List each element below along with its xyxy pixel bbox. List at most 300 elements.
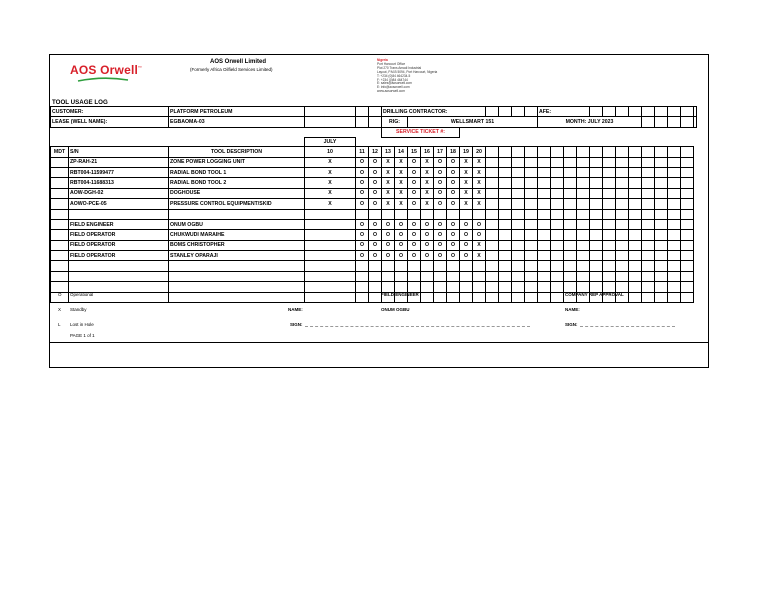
empty-cell bbox=[564, 127, 577, 137]
status-mark: O bbox=[369, 251, 382, 261]
empty-cell bbox=[460, 271, 473, 281]
status-mark: O bbox=[369, 219, 382, 229]
empty-cell bbox=[668, 138, 681, 147]
empty-cell bbox=[564, 261, 577, 271]
status-mark: O bbox=[356, 167, 369, 177]
former-name: (Formerly Africa Oilfield Services Limited) bbox=[190, 67, 273, 72]
address-line: Plot 270 Trans Amadi Industrial bbox=[377, 65, 422, 70]
status-mark: X bbox=[382, 199, 395, 209]
empty-cell bbox=[551, 292, 564, 302]
status-mark: O bbox=[434, 219, 447, 229]
empty-cell bbox=[577, 251, 590, 261]
empty-cell bbox=[512, 219, 525, 229]
empty-cell bbox=[305, 127, 356, 137]
afe-label: AFE: bbox=[538, 107, 590, 117]
status-mark: O bbox=[447, 178, 460, 188]
day-header: 19 bbox=[460, 147, 473, 157]
empty-cell bbox=[642, 188, 655, 198]
empty-cell bbox=[551, 127, 564, 137]
empty-cell bbox=[577, 230, 590, 240]
empty-cell bbox=[525, 107, 538, 117]
empty-cell bbox=[369, 117, 382, 127]
status-mark: X bbox=[460, 167, 473, 177]
personnel-role: FIELD OPERATOR bbox=[69, 240, 169, 250]
status-mark: X bbox=[460, 199, 473, 209]
empty-cell bbox=[577, 271, 590, 281]
empty-cell bbox=[668, 167, 681, 177]
empty-cell bbox=[169, 282, 305, 292]
empty-cell bbox=[629, 178, 642, 188]
empty-cell bbox=[616, 271, 629, 281]
logo-swoosh-icon bbox=[77, 77, 129, 83]
mdt-cell bbox=[51, 178, 69, 188]
empty-cell bbox=[642, 240, 655, 250]
empty-cell bbox=[629, 138, 642, 147]
status-mark: X bbox=[382, 188, 395, 198]
empty-cell bbox=[525, 167, 538, 177]
mdt-cell bbox=[51, 188, 69, 198]
status-mark: O bbox=[421, 219, 434, 229]
empty-cell bbox=[51, 127, 69, 137]
empty-cell bbox=[681, 167, 694, 177]
empty-cell bbox=[434, 282, 447, 292]
empty-cell bbox=[616, 230, 629, 240]
empty-cell bbox=[564, 138, 577, 147]
empty-cell bbox=[538, 209, 551, 219]
empty-cell bbox=[460, 209, 473, 219]
engineer-sign-line bbox=[305, 326, 530, 327]
empty-cell bbox=[369, 209, 382, 219]
empty-cell bbox=[486, 188, 499, 198]
empty-cell bbox=[551, 271, 564, 281]
empty-cell bbox=[525, 240, 538, 250]
empty-cell bbox=[486, 271, 499, 281]
status-mark: O bbox=[408, 240, 421, 250]
empty-cell bbox=[486, 251, 499, 261]
empty-cell bbox=[551, 167, 564, 177]
rep-sign-label: SIGN: bbox=[565, 322, 578, 327]
empty-cell bbox=[460, 282, 473, 292]
empty-cell bbox=[356, 127, 369, 137]
empty-cell bbox=[473, 292, 486, 302]
empty-cell bbox=[486, 138, 499, 147]
empty-cell bbox=[642, 209, 655, 219]
empty-cell bbox=[512, 240, 525, 250]
empty-cell bbox=[668, 230, 681, 240]
empty-cell bbox=[447, 282, 460, 292]
legend-standby: Standby bbox=[70, 307, 87, 312]
tool-serial: AOWO-PCE-05 bbox=[69, 199, 169, 209]
empty-cell bbox=[616, 167, 629, 177]
empty-cell bbox=[590, 167, 603, 177]
empty-cell bbox=[577, 261, 590, 271]
empty-cell bbox=[564, 188, 577, 198]
empty-cell bbox=[590, 261, 603, 271]
status-mark: X bbox=[305, 167, 356, 177]
status-mark: X bbox=[473, 157, 486, 167]
status-mark: X bbox=[460, 178, 473, 188]
status-mark: X bbox=[382, 178, 395, 188]
empty-cell bbox=[668, 261, 681, 271]
blank-row bbox=[51, 282, 697, 292]
empty-cell bbox=[551, 178, 564, 188]
empty-cell bbox=[305, 209, 356, 219]
empty-cell bbox=[616, 261, 629, 271]
empty-cell bbox=[486, 292, 499, 302]
days-header-row bbox=[51, 147, 697, 157]
empty-cell bbox=[629, 188, 642, 198]
empty-cell bbox=[642, 127, 655, 137]
empty-cell bbox=[655, 167, 668, 177]
empty-cell bbox=[590, 178, 603, 188]
empty-cell bbox=[538, 230, 551, 240]
empty-cell bbox=[305, 292, 356, 302]
empty-cell bbox=[551, 219, 564, 229]
status-mark: O bbox=[408, 157, 421, 167]
empty-cell bbox=[642, 157, 655, 167]
status-mark: O bbox=[421, 240, 434, 250]
personnel-role: FIELD OPERATOR bbox=[69, 251, 169, 261]
empty-cell bbox=[421, 209, 434, 219]
empty-cell bbox=[668, 219, 681, 229]
status-mark: X bbox=[305, 178, 356, 188]
mdt-cell bbox=[51, 167, 69, 177]
status-mark: X bbox=[473, 188, 486, 198]
status-mark: O bbox=[408, 188, 421, 198]
empty-cell bbox=[69, 271, 169, 281]
name-label: NAME: bbox=[288, 307, 303, 312]
tool-description: PRESSURE CONTROL EQUIPMENT/SKID bbox=[169, 199, 305, 209]
empty-cell bbox=[564, 230, 577, 240]
empty-cell bbox=[681, 199, 694, 209]
empty-cell bbox=[551, 147, 564, 157]
empty-cell bbox=[460, 138, 473, 147]
empty-cell bbox=[447, 292, 460, 302]
empty-cell bbox=[421, 271, 434, 281]
empty-cell bbox=[486, 167, 499, 177]
status-mark: O bbox=[447, 199, 460, 209]
status-mark: O bbox=[447, 251, 460, 261]
empty-cell bbox=[538, 157, 551, 167]
empty-cell bbox=[551, 138, 564, 147]
tool-description: RADIAL BOND TOOL 1 bbox=[169, 167, 305, 177]
empty-cell bbox=[408, 271, 421, 281]
company-logo: AOS Orwell™ bbox=[70, 63, 143, 77]
bottom-divider bbox=[50, 342, 708, 343]
empty-cell bbox=[629, 261, 642, 271]
address-line: Layout, P.M.B 5094, Port Harcourt, Nigeria bbox=[377, 69, 438, 74]
status-mark: O bbox=[395, 219, 408, 229]
empty-cell bbox=[512, 251, 525, 261]
tool-row bbox=[51, 157, 697, 167]
status-mark: O bbox=[369, 230, 382, 240]
empty-cell bbox=[525, 209, 538, 219]
empty-cell bbox=[603, 219, 616, 229]
empty-cell bbox=[382, 271, 395, 281]
empty-cell bbox=[356, 282, 369, 292]
empty-cell bbox=[356, 261, 369, 271]
address-line: Nigeria bbox=[377, 58, 388, 62]
status-mark: O bbox=[473, 219, 486, 229]
empty-cell bbox=[681, 209, 694, 219]
empty-cell bbox=[642, 138, 655, 147]
status-mark: O bbox=[369, 178, 382, 188]
rig-label: RIG: bbox=[382, 117, 408, 127]
status-mark: X bbox=[305, 157, 356, 167]
empty-cell bbox=[499, 292, 512, 302]
empty-cell bbox=[447, 209, 460, 219]
tool-serial: ZP-RAH-21 bbox=[69, 157, 169, 167]
empty-cell bbox=[694, 107, 697, 117]
empty-cell bbox=[577, 282, 590, 292]
empty-cell bbox=[486, 219, 499, 229]
status-mark: O bbox=[447, 240, 460, 250]
empty-cell bbox=[305, 282, 356, 292]
empty-cell bbox=[538, 282, 551, 292]
empty-cell bbox=[499, 107, 512, 117]
personnel-name: CHUKWUDI MARAIHE bbox=[169, 230, 305, 240]
empty-cell bbox=[525, 147, 538, 157]
empty-cell bbox=[486, 127, 499, 137]
empty-cell bbox=[434, 292, 447, 302]
lease-value: EGBAOMA-03 bbox=[169, 117, 305, 127]
empty-cell bbox=[356, 209, 369, 219]
empty-cell bbox=[681, 117, 694, 127]
month-label: MONTH: JULY 2023 bbox=[538, 117, 642, 127]
empty-cell bbox=[473, 209, 486, 219]
empty-cell bbox=[668, 251, 681, 261]
status-mark: X bbox=[382, 167, 395, 177]
empty-cell bbox=[629, 209, 642, 219]
address-line: E: info@aosorwell.com bbox=[377, 85, 410, 90]
empty-cell bbox=[668, 271, 681, 281]
empty-cell bbox=[499, 127, 512, 137]
empty-cell bbox=[668, 117, 681, 127]
empty-cell bbox=[525, 261, 538, 271]
empty-cell bbox=[655, 230, 668, 240]
blank-row bbox=[51, 271, 697, 281]
empty-cell bbox=[655, 138, 668, 147]
empty-cell bbox=[681, 138, 694, 147]
empty-cell bbox=[564, 251, 577, 261]
empty-cell bbox=[369, 261, 382, 271]
mdt-cell bbox=[51, 157, 69, 167]
empty-cell bbox=[668, 157, 681, 167]
sn-header: S/N bbox=[69, 147, 169, 157]
status-mark: O bbox=[434, 188, 447, 198]
blank-row bbox=[51, 209, 697, 219]
empty-cell bbox=[655, 127, 668, 137]
empty-cell bbox=[473, 271, 486, 281]
tool-usage-table bbox=[50, 106, 697, 303]
empty-cell bbox=[499, 178, 512, 188]
sign-label: SIGN: bbox=[290, 322, 303, 327]
status-mark: X bbox=[395, 199, 408, 209]
empty-cell bbox=[577, 209, 590, 219]
empty-cell bbox=[642, 199, 655, 209]
empty-cell bbox=[681, 219, 694, 229]
form-title: TOOL USAGE LOG bbox=[52, 99, 108, 106]
mdt-cell bbox=[51, 240, 69, 250]
empty-cell bbox=[642, 178, 655, 188]
empty-cell bbox=[668, 188, 681, 198]
empty-cell bbox=[395, 271, 408, 281]
empty-cell bbox=[590, 230, 603, 240]
personnel-name: STANLEY OPARAJI bbox=[169, 251, 305, 261]
empty-cell bbox=[642, 282, 655, 292]
empty-cell bbox=[603, 282, 616, 292]
empty-cell bbox=[603, 167, 616, 177]
empty-cell bbox=[668, 282, 681, 292]
empty-cell bbox=[499, 251, 512, 261]
personnel-role: FIELD OPERATOR bbox=[69, 230, 169, 240]
empty-cell bbox=[408, 209, 421, 219]
empty-cell bbox=[512, 147, 525, 157]
empty-cell bbox=[603, 147, 616, 157]
empty-cell bbox=[369, 292, 382, 302]
status-mark: O bbox=[473, 230, 486, 240]
empty-cell bbox=[486, 199, 499, 209]
day-header: 15 bbox=[408, 147, 421, 157]
empty-cell bbox=[460, 261, 473, 271]
status-mark: O bbox=[369, 157, 382, 167]
empty-cell bbox=[551, 282, 564, 292]
empty-cell bbox=[512, 107, 525, 117]
empty-cell bbox=[460, 292, 473, 302]
empty-cell bbox=[499, 282, 512, 292]
address-line: Port Harcourt Office bbox=[377, 61, 406, 66]
tool-serial: AOW-DGH-02 bbox=[69, 188, 169, 198]
empty-cell bbox=[538, 178, 551, 188]
empty-cell bbox=[681, 251, 694, 261]
empty-cell bbox=[577, 147, 590, 157]
status-mark: O bbox=[408, 230, 421, 240]
empty-cell bbox=[668, 127, 681, 137]
status-mark: O bbox=[434, 178, 447, 188]
empty-cell bbox=[356, 107, 369, 117]
page-number: PAGE 1 of 1 bbox=[70, 333, 95, 338]
empty-cell bbox=[512, 178, 525, 188]
customer-row bbox=[51, 107, 697, 117]
empty-cell bbox=[408, 138, 421, 147]
empty-cell bbox=[590, 209, 603, 219]
empty-cell bbox=[590, 107, 603, 117]
empty-cell bbox=[642, 107, 655, 117]
empty-cell bbox=[577, 127, 590, 137]
empty-cell bbox=[551, 188, 564, 198]
status-mark bbox=[305, 251, 356, 261]
mdt-header: MDT bbox=[51, 147, 69, 157]
empty-cell bbox=[51, 261, 69, 271]
empty-cell bbox=[421, 282, 434, 292]
empty-cell bbox=[512, 157, 525, 167]
empty-cell bbox=[564, 167, 577, 177]
empty-cell bbox=[551, 209, 564, 219]
empty-cell bbox=[169, 209, 305, 219]
empty-cell bbox=[668, 240, 681, 250]
empty-cell bbox=[538, 292, 551, 302]
empty-cell bbox=[642, 219, 655, 229]
empty-cell bbox=[629, 251, 642, 261]
empty-cell bbox=[538, 219, 551, 229]
status-mark: X bbox=[473, 167, 486, 177]
empty-cell bbox=[564, 209, 577, 219]
status-mark: O bbox=[356, 178, 369, 188]
empty-cell bbox=[655, 240, 668, 250]
empty-cell bbox=[382, 261, 395, 271]
empty-cell bbox=[577, 138, 590, 147]
service-ticket-row bbox=[51, 127, 697, 137]
empty-cell bbox=[538, 251, 551, 261]
empty-cell bbox=[512, 199, 525, 209]
empty-cell bbox=[681, 271, 694, 281]
empty-cell bbox=[590, 199, 603, 209]
empty-cell bbox=[642, 167, 655, 177]
status-mark: X bbox=[473, 251, 486, 261]
empty-cell bbox=[655, 282, 668, 292]
status-mark: O bbox=[369, 188, 382, 198]
empty-cell bbox=[434, 138, 447, 147]
rep-name-label: NAME: bbox=[565, 307, 580, 312]
status-mark: X bbox=[473, 178, 486, 188]
empty-cell bbox=[305, 271, 356, 281]
company-rep-label: COMPANY REP APPROVAL bbox=[565, 292, 624, 297]
empty-cell bbox=[681, 240, 694, 250]
status-mark: X bbox=[305, 188, 356, 198]
empty-cell bbox=[512, 127, 525, 137]
empty-cell bbox=[551, 240, 564, 250]
empty-cell bbox=[499, 230, 512, 240]
empty-cell bbox=[577, 219, 590, 229]
empty-cell bbox=[369, 138, 382, 147]
status-mark: O bbox=[356, 230, 369, 240]
personnel-name: ONUM OGBU bbox=[169, 219, 305, 229]
legend-code-x: X bbox=[58, 307, 62, 312]
empty-cell bbox=[169, 292, 305, 302]
empty-cell bbox=[538, 138, 551, 147]
empty-cell bbox=[616, 282, 629, 292]
empty-cell bbox=[512, 188, 525, 198]
empty-cell bbox=[408, 261, 421, 271]
rig-value: WELLSMART 151 bbox=[408, 117, 538, 127]
empty-cell bbox=[577, 199, 590, 209]
empty-cell bbox=[460, 127, 473, 137]
empty-cell bbox=[642, 292, 655, 302]
empty-cell bbox=[603, 240, 616, 250]
empty-cell bbox=[564, 199, 577, 209]
status-mark: O bbox=[395, 230, 408, 240]
empty-cell bbox=[668, 178, 681, 188]
status-mark: O bbox=[460, 240, 473, 250]
empty-cell bbox=[538, 188, 551, 198]
empty-cell bbox=[564, 157, 577, 167]
day-header: 11 bbox=[356, 147, 369, 157]
empty-cell bbox=[169, 127, 305, 137]
tool-row bbox=[51, 199, 697, 209]
empty-cell bbox=[616, 178, 629, 188]
tool-usage-log-sheet bbox=[49, 54, 709, 368]
empty-cell bbox=[486, 261, 499, 271]
status-mark: X bbox=[460, 188, 473, 198]
empty-cell bbox=[525, 271, 538, 281]
day-header: 13 bbox=[382, 147, 395, 157]
tool-serial: RBT004-11599477 bbox=[69, 167, 169, 177]
empty-cell bbox=[681, 178, 694, 188]
empty-cell bbox=[538, 167, 551, 177]
status-mark: X bbox=[473, 240, 486, 250]
status-mark: O bbox=[447, 157, 460, 167]
status-mark: O bbox=[447, 167, 460, 177]
